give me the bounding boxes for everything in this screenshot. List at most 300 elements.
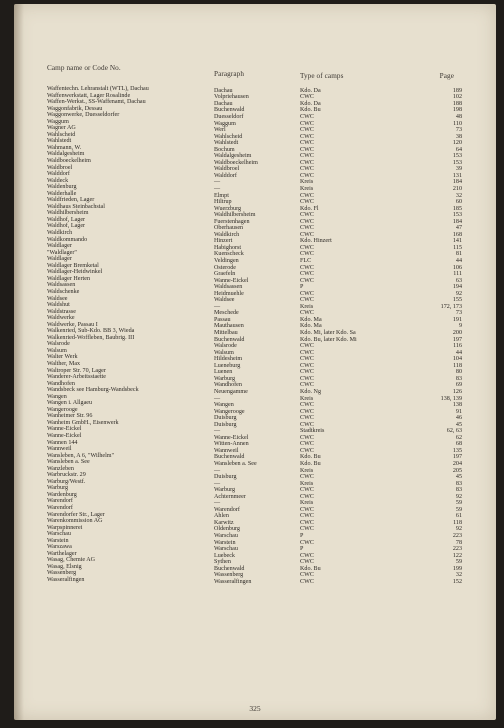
page-ref: 9	[458, 323, 462, 330]
camp-name: Wannen 144	[47, 439, 78, 446]
camp-name: Waldeck	[47, 177, 69, 184]
page-ref: 122	[452, 552, 462, 559]
page-ref: 39	[455, 166, 462, 173]
camp-type: Kreis	[300, 186, 314, 192]
page-ref: 59	[455, 559, 462, 566]
paragraph: Walddorf	[214, 172, 237, 179]
camp-type: CWC	[300, 212, 314, 219]
header-camp-name: Camp name or Code No.	[47, 64, 121, 72]
camp-name: Waldhilbersheim	[47, 210, 89, 217]
page-ref: 205	[452, 467, 462, 474]
camp-type: Kdo. Ng	[300, 388, 321, 395]
camp-name: Wanheimer Str. 96	[47, 413, 93, 420]
page-ref: 189	[452, 87, 462, 94]
page-ref: 44	[455, 258, 462, 265]
page-ref: 172, 173	[440, 303, 462, 310]
page-ref: 68	[455, 441, 462, 448]
camp-type: CWC	[300, 474, 314, 481]
page-ref: 73	[455, 310, 462, 317]
camp-type: CWC	[300, 493, 314, 500]
camp-type: CWC	[300, 166, 314, 173]
camp-name: Wanne-Eickel	[47, 426, 82, 433]
camp-name: Wahlscheid	[47, 131, 76, 138]
page-ref: 199	[452, 565, 462, 572]
camp-type: CWC	[300, 244, 314, 251]
paragraph: Wandhofen	[214, 382, 242, 389]
page-ref: 184	[452, 179, 462, 186]
paragraph: Wansleben a. See	[214, 460, 257, 467]
camp-type: CWC	[300, 310, 314, 317]
camp-type: Kdo. Fl	[300, 205, 319, 212]
page-ref: 153	[452, 159, 462, 166]
camp-type: Kdo. Hinzert	[300, 238, 332, 245]
page-ref: 118	[453, 519, 462, 526]
page-ref: 141	[452, 238, 462, 245]
camp-type: Kreis	[300, 467, 314, 474]
camp-type: CWC	[300, 290, 314, 297]
paragraph: Graefeln	[214, 271, 236, 278]
camp-name: Waldboeckelheim	[47, 158, 91, 165]
camp-type: Kreis	[300, 480, 314, 487]
page-ref: 110	[453, 120, 462, 127]
paragraph: Hinzert	[214, 238, 233, 245]
paragraph: Wasseralfingen	[214, 578, 252, 585]
camp-name: Waldkirch	[47, 230, 73, 237]
page-ref: 197	[452, 336, 462, 343]
paragraph: Oberhausen	[214, 225, 244, 232]
page-ref: 92	[455, 526, 462, 533]
camp-name: Wanne-Eickel	[47, 432, 82, 439]
camp-name: Wassenberg	[47, 570, 77, 577]
paragraph: Heidmuehle	[214, 290, 244, 297]
camp-name: Walddorf	[47, 171, 70, 178]
document-page	[14, 4, 496, 720]
camp-type: CWC	[300, 159, 314, 166]
camp-type: Kdo. Mi, later Kdo. Sa	[300, 330, 356, 337]
camp-name: Warpspinnerei	[47, 524, 83, 531]
page-ref: 104	[452, 356, 462, 363]
page-ref: 197	[452, 454, 462, 461]
paragraph: Osterode	[214, 264, 236, 271]
page-ref: 204	[452, 460, 462, 467]
camp-name: Warschau	[47, 531, 71, 538]
page-ref: 32	[455, 192, 462, 199]
camp-type: CWC	[300, 572, 314, 579]
camp-type: CWC	[300, 434, 314, 441]
page-ref: 210	[452, 186, 462, 192]
paragraph: Hiltrup	[214, 199, 232, 206]
camp-type: CWC	[300, 369, 314, 376]
paragraph: Wahlscheid	[214, 133, 243, 140]
camp-type: CWC	[300, 349, 314, 356]
camp-type: CWC	[300, 251, 314, 258]
page-ref: 223	[452, 546, 462, 553]
camp-type: Kdo. Bu	[300, 107, 321, 114]
camp-type: CWC	[300, 415, 314, 422]
page-ref: 73	[455, 127, 462, 134]
camp-type: Kreis	[300, 303, 314, 310]
paragraph: Duesseldorf	[214, 113, 244, 120]
camp-name: Waggonwerke, Duesseldorfer	[47, 112, 120, 119]
page-ref: 59	[455, 506, 462, 513]
paragraph: Meschede	[214, 310, 239, 317]
page-ref: 111	[453, 271, 462, 278]
camp-name: Waldsassen	[47, 282, 76, 289]
paragraph: Dachau	[214, 100, 233, 107]
paragraph: Werl	[214, 127, 226, 134]
page-ref: 62	[455, 434, 462, 441]
camp-name: Waldhof, Lager	[47, 223, 86, 230]
header-paragraph: Paragraph	[214, 70, 245, 78]
paragraph: Warstein	[214, 539, 236, 546]
camp-type: CWC	[300, 172, 314, 179]
camp-type: Kdo. Ma	[300, 316, 322, 323]
camp-name: Wangen	[47, 393, 67, 400]
camp-name: Waldlager	[47, 256, 72, 263]
camp-type: CWC	[300, 421, 314, 428]
camp-type: CWC	[300, 140, 314, 147]
paragraph: Wanne-Eickel	[214, 277, 249, 284]
camp-type: CWC	[300, 120, 314, 127]
page-ref: 64	[455, 146, 462, 153]
camp-type: CWC	[300, 382, 314, 389]
paragraph: Bochum	[214, 146, 235, 153]
camp-type: CWC	[300, 513, 314, 520]
camp-name: Walsum	[47, 347, 67, 354]
paragraph: Mauthausen	[214, 323, 244, 330]
page-ref: 69	[455, 382, 462, 389]
camp-type: CWC	[300, 277, 314, 284]
paragraph: Neuengamme	[214, 388, 248, 395]
camp-type: Kreis	[300, 395, 314, 402]
camp-type: Kdo. Bu	[300, 565, 321, 572]
camp-type: CWC	[300, 487, 314, 494]
camp-type: CWC	[300, 127, 314, 134]
paragraph: Mittelbau	[214, 330, 238, 337]
paragraph: Duisburg	[214, 415, 237, 422]
camp-name: Warendorf	[47, 498, 73, 505]
camp-name: Walther, Max	[47, 360, 81, 367]
camp-type: CWC	[300, 375, 314, 382]
camp-type: CWC	[300, 447, 314, 454]
page-ref: 45	[455, 474, 462, 481]
paragraph: Oldenburg	[214, 526, 240, 533]
camp-name: Waldalgesheim	[47, 151, 85, 158]
page-ref: 152	[452, 578, 462, 585]
paragraph: Ahlen	[214, 513, 229, 520]
page-ref: 83	[455, 375, 462, 382]
camp-type: P	[300, 532, 304, 539]
camp-type: FLC	[300, 258, 312, 265]
paragraph: Wangerooge	[214, 408, 245, 415]
paragraph: Achternmeer	[214, 493, 246, 500]
paragraph: Warendorf	[214, 506, 240, 513]
paragraph: —	[214, 500, 221, 507]
camp-type: CWC	[300, 343, 314, 350]
page-ref: 191	[452, 316, 462, 323]
camp-name: Waffentechn. Lehranstalt (WTL), Dachau	[47, 86, 149, 92]
page-ref: 126	[452, 388, 462, 395]
paragraph: Sythen	[214, 559, 231, 566]
paragraph: Fuerstenhagen	[214, 218, 250, 225]
camp-name: Waldlager	[47, 243, 72, 250]
camp-name: "Waldlager"	[47, 249, 77, 256]
paragraph: Wanne-Eickel	[214, 434, 249, 441]
page-ref: 115	[453, 244, 462, 251]
paragraph: Hildesheim	[214, 356, 243, 363]
page-ref: 63	[455, 277, 462, 284]
paragraph: Buchenwald	[214, 565, 245, 572]
camp-name: Wannweil	[47, 446, 72, 453]
camp-name: Wardenburg	[47, 491, 77, 498]
camp-type: P	[300, 546, 304, 553]
paragraph: Habighorst	[214, 244, 242, 251]
camp-type: Kreis	[300, 500, 314, 507]
camp-type: CWC	[300, 192, 314, 199]
paragraph: Buchenwald	[214, 454, 245, 461]
paragraph: Kuenscheck	[214, 251, 244, 258]
camp-name: Warendorf	[47, 505, 73, 511]
paragraph: Waldsassen	[214, 284, 243, 291]
page-ref: 62, 63	[446, 428, 462, 435]
paragraph: Wahlstedt	[214, 140, 239, 147]
camp-type: CWC	[300, 218, 314, 225]
page-ref: 184	[452, 218, 462, 225]
camp-name: Warendorfer Str., Lager	[47, 511, 105, 518]
page-ref: 92	[455, 493, 462, 500]
page-ref: 168	[452, 231, 462, 238]
page-ref: 138, 139	[440, 395, 462, 402]
page-number: 325	[249, 704, 261, 713]
camp-name: Walsrode	[47, 341, 70, 348]
camp-name: Wanzleben	[47, 465, 74, 472]
camp-type: CWC	[300, 297, 314, 304]
camp-name: Wasag, Elsnig	[47, 563, 82, 570]
camp-name: Waldschenke	[47, 288, 80, 295]
paragraph: Warschau	[214, 546, 238, 553]
camp-name: Waldenburg	[47, 184, 77, 191]
camp-name: Waldsee	[47, 295, 68, 302]
camp-type: Kreis	[300, 179, 314, 186]
camp-name: Waldshut	[47, 302, 70, 309]
camp-type: CWC	[300, 113, 314, 120]
page-ref: 131	[452, 172, 462, 179]
paragraph: Luenen	[214, 369, 233, 376]
camp-name: Waldlager Bremketal	[47, 262, 99, 269]
paragraph: Wannweil	[214, 447, 239, 454]
paragraph: Walsrode	[214, 343, 237, 350]
camp-type: CWC	[300, 231, 314, 238]
camp-name: Waldlager-Heidwinkel	[47, 269, 103, 276]
camp-type: CWC	[300, 552, 314, 559]
camp-type: Stadtkreis	[300, 428, 325, 435]
paragraph: —	[214, 179, 221, 186]
camp-name: Waldlager Herten	[47, 275, 90, 282]
paragraph: Volpriehausen	[214, 94, 249, 101]
camp-type: CWC	[300, 225, 314, 232]
paragraph: Lueneburg	[214, 362, 241, 369]
page-ref: 200	[452, 330, 462, 337]
camp-type: CWC	[300, 539, 314, 546]
paragraph: —	[214, 480, 221, 487]
camp-type: Kdo. Bu	[300, 460, 321, 467]
page-ref: 59	[455, 500, 462, 507]
page-ref: 120	[452, 140, 462, 147]
page-ref: 80	[455, 369, 462, 376]
page-ref: 47	[455, 225, 462, 232]
camp-type: Kdo. Ma	[300, 323, 322, 330]
page-ref: 44	[455, 349, 462, 356]
column-headers	[14, 58, 496, 78]
camp-name: Wangerooge	[47, 406, 78, 413]
camp-name: Waldkommando	[47, 236, 88, 243]
camp-type: CWC	[300, 199, 314, 206]
page-ref: 185	[452, 205, 462, 212]
page-ref: 45	[455, 421, 462, 428]
camp-name: Warbruckstr. 29	[47, 472, 86, 479]
camp-name: Waldhaus Steinbachstal	[47, 203, 105, 210]
page-ref: 83	[455, 487, 462, 494]
camp-name: Waldhof, Lager	[47, 216, 86, 223]
camp-name: Waltroper Str. 70, Lager	[47, 367, 106, 374]
page-ref: 91	[455, 408, 462, 415]
entries-list	[14, 86, 496, 584]
paragraph: Duisburg	[214, 474, 237, 481]
camp-name: Warthelager	[47, 550, 77, 557]
camp-type: CWC	[300, 146, 314, 153]
camp-type: CWC	[300, 519, 314, 526]
paragraph: Wassenberg	[214, 572, 244, 579]
page-ref: 116	[453, 343, 462, 350]
camp-name: Waldwerke	[47, 315, 75, 322]
paragraph: Waldkirch	[214, 231, 240, 238]
camp-name: Wasseralfingen	[47, 577, 85, 584]
page-ref: 60	[455, 199, 462, 206]
camp-type: CWC	[300, 153, 314, 160]
page-ref: 135	[452, 447, 462, 454]
camp-name: Walkenried, Sub-Kdo. BB 3, Wieda	[47, 328, 135, 335]
paragraph: Walsum	[214, 349, 234, 356]
camp-name: Wanheim GmbH., Eisenwerk	[47, 419, 119, 426]
camp-name: Waldstrasse	[47, 308, 76, 315]
camp-type: CWC	[300, 559, 314, 566]
page-ref: 153	[452, 212, 462, 219]
camp-name: Warburg/Westf.	[47, 478, 86, 485]
camp-type: P	[300, 284, 304, 291]
page-ref: 32	[455, 572, 462, 579]
page-ref: 153	[452, 153, 462, 160]
page-ref: 106	[452, 264, 462, 271]
camp-type: CWC	[300, 441, 314, 448]
camp-type: Kdo. Da	[300, 100, 321, 107]
paragraph: Warburg	[214, 375, 236, 382]
list-item	[14, 577, 496, 584]
paragraph: Waldhilbersheim	[214, 212, 256, 219]
header-type-of-camps: Type of camps	[300, 72, 344, 80]
paragraph: Witten-Annen	[214, 441, 249, 448]
page-ref: 138	[452, 402, 462, 409]
page-ref: 223	[452, 532, 462, 539]
camp-name: Walderhalle	[47, 190, 77, 197]
page-ref: 83	[455, 480, 462, 487]
paragraph: Waldsee	[214, 297, 235, 304]
camp-type: CWC	[300, 94, 314, 101]
paragraph: Luebeck	[214, 552, 235, 559]
camp-type: Kdo. Da	[300, 87, 321, 94]
camp-type: Kdo. Bu	[300, 454, 321, 461]
camp-name: Waldbroel	[47, 164, 73, 171]
camp-type: CWC	[300, 578, 314, 585]
camp-type: CWC	[300, 408, 314, 415]
paragraph: Dachau	[214, 87, 233, 94]
page-ref: 118	[453, 362, 462, 369]
camp-type: CWC	[300, 362, 314, 369]
paragraph: Waggum	[214, 120, 236, 127]
paragraph: —	[214, 303, 221, 310]
camp-type: CWC	[300, 526, 314, 533]
camp-name: Warszawa	[47, 544, 72, 551]
paragraph: Warschau	[214, 532, 238, 539]
page-ref: 81	[455, 251, 462, 258]
paragraph: Wangen	[214, 402, 234, 409]
camp-name: Waggonfabrik, Dessau	[47, 105, 103, 112]
page-ref: 61	[455, 513, 462, 520]
camp-name: Warenkommission AG	[47, 518, 103, 525]
paragraph: Duisburg	[214, 421, 237, 428]
paragraph: Buchenwald	[214, 336, 245, 343]
camp-name: Wanderer-Arbeitsstaette	[47, 374, 106, 381]
header-page: Page	[439, 72, 454, 80]
page-ref: 48	[455, 113, 462, 120]
paragraph: Waldbroel	[214, 166, 240, 173]
camp-name: Waffen-Werkst., SS-Waffenamt, Dachau	[47, 99, 146, 106]
paragraph: Buchenwald	[214, 107, 245, 114]
paragraph: —	[214, 428, 221, 435]
paragraph: Veldingen	[214, 258, 239, 265]
paragraph: Wuerzburg	[214, 205, 242, 212]
paragraph: Waldalgesheim	[214, 153, 252, 160]
camp-type: CWC	[300, 402, 314, 409]
page-ref: 198	[452, 107, 462, 114]
page-ref: 155	[452, 297, 462, 304]
camp-type: CWC	[300, 133, 314, 140]
paragraph: Passau	[214, 316, 231, 323]
camp-name: Wahmann, W.	[47, 144, 82, 151]
camp-name: Wangen i. Allgaeu	[47, 400, 93, 407]
camp-name: Wandsbeck see Hamburg-Wandsbeck	[47, 387, 139, 394]
camp-type: CWC	[300, 506, 314, 513]
camp-name: Wahlstedt	[47, 138, 72, 145]
camp-name: Wansleben a. See	[47, 459, 90, 466]
page-ref: 92	[455, 290, 462, 297]
page-ref: 46	[455, 415, 462, 422]
page-ref: 38	[455, 133, 462, 140]
camp-name: Warstein	[47, 537, 69, 544]
camp-name: Wansleben, A 6, "Wilhelm"	[47, 452, 115, 459]
camp-name: Waggum	[47, 118, 69, 125]
page-ref: 78	[455, 539, 462, 546]
paragraph: —	[214, 467, 221, 474]
camp-name: Waldwerke, Passau I	[47, 321, 98, 328]
camp-name: Waldfrieden, Lager	[47, 197, 95, 204]
page-ref: 188	[452, 100, 462, 107]
camp-name: Warburg	[47, 485, 69, 492]
paragraph: Karwitz	[214, 519, 234, 526]
paragraph: Waldboeckelheim	[214, 159, 258, 166]
paragraph: Elmpt	[214, 192, 229, 199]
camp-name: Wagner AG	[47, 125, 76, 132]
camp-name: Walter Werk	[47, 354, 78, 361]
